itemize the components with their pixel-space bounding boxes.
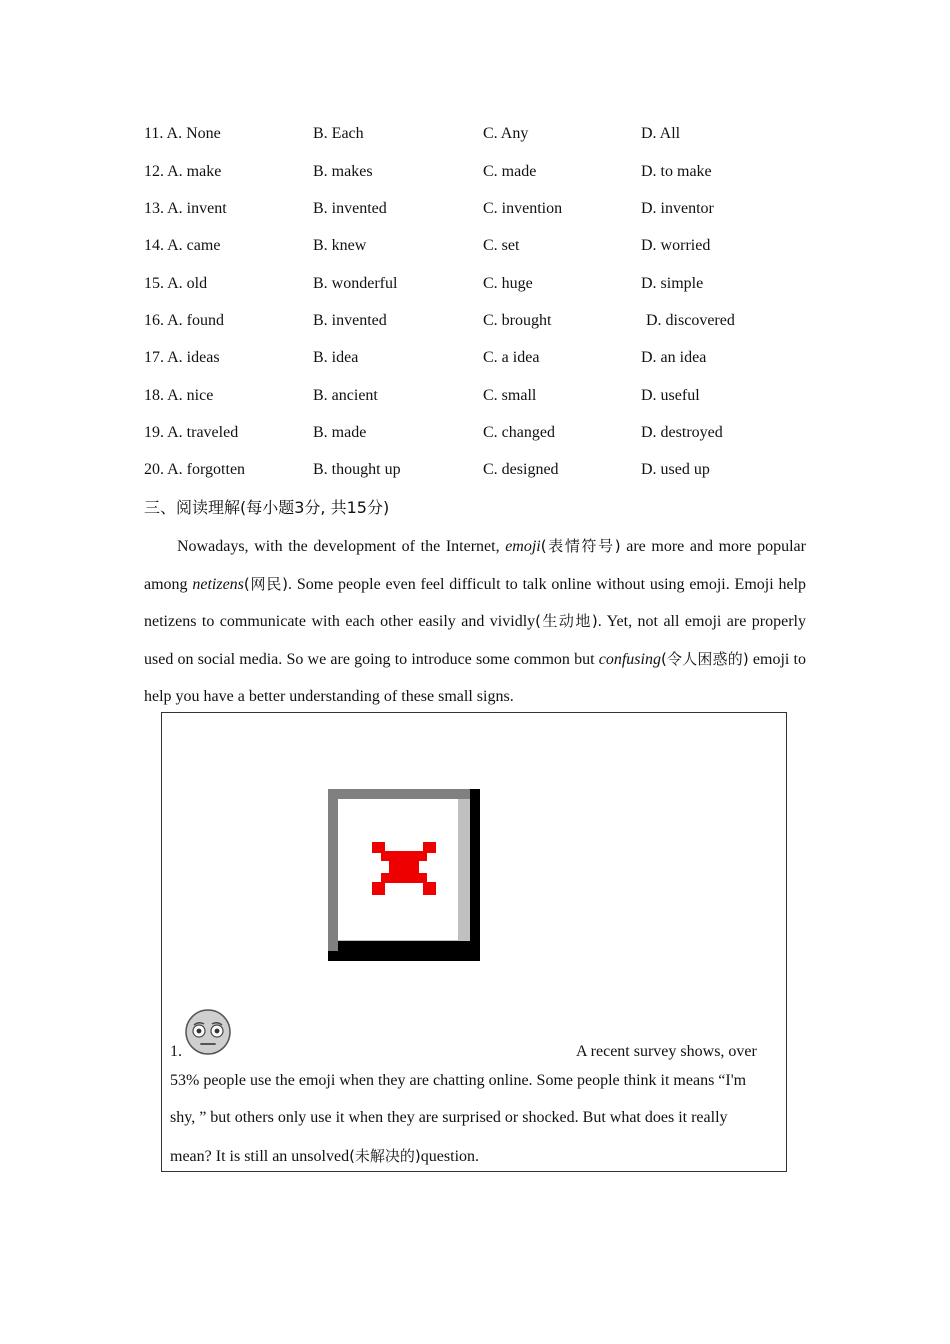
option-b: B. idea bbox=[313, 349, 359, 366]
option-d: D. destroyed bbox=[641, 424, 723, 441]
option-d: D. useful bbox=[641, 387, 700, 404]
option-b: B. Each bbox=[313, 125, 364, 142]
section-heading: 三、阅读理解(每小题3分, 共15分) bbox=[144, 498, 390, 517]
option-d: D. to make bbox=[641, 163, 712, 180]
option-c: C. Any bbox=[483, 125, 529, 142]
question-row bbox=[144, 384, 824, 408]
question-row bbox=[144, 421, 824, 445]
question-row bbox=[144, 458, 824, 482]
option-c: C. a idea bbox=[483, 349, 540, 366]
option-c: C. changed bbox=[483, 424, 555, 441]
option-c: C. invention bbox=[483, 200, 563, 217]
broken-image-icon bbox=[328, 789, 480, 961]
question-row bbox=[144, 122, 824, 146]
option-b: B. thought up bbox=[313, 461, 401, 478]
option-c: C. brought bbox=[483, 312, 552, 329]
question-row bbox=[144, 234, 824, 258]
option-d: D. discovered bbox=[646, 312, 735, 329]
option-c: C. small bbox=[483, 387, 537, 404]
question-row bbox=[144, 346, 824, 370]
option-a: 14. A. came bbox=[144, 237, 221, 254]
option-c: C. huge bbox=[483, 275, 533, 292]
option-b: B. wonderful bbox=[313, 275, 398, 292]
question-row bbox=[144, 309, 824, 333]
option-b: B. ancient bbox=[313, 387, 378, 404]
option-d: D. worried bbox=[641, 237, 711, 254]
box-text-line: mean? It is still an unsolved(未解决的)question. bbox=[170, 1147, 480, 1165]
option-d: D. All bbox=[641, 125, 681, 142]
option-a: 17. A. ideas bbox=[144, 349, 220, 366]
reading-passage: Nowadays, with the development of the Internet, emoji(表情符号) are more and more popular among netizens(网民). Some people even feel difficult to talk online without using emoji. Emoji help netizens to communicate with each other easily and vividly(生动地). Yet, not all emoji are properly used on social media. So we are going to introduce some common but confusing(令人困惑的) emoji to help you have a better understanding of these small signs. bbox=[144, 537, 807, 705]
option-b: B. makes bbox=[313, 163, 373, 180]
option-d: D. an idea bbox=[641, 349, 707, 366]
option-a: 15. A. old bbox=[144, 275, 208, 292]
option-d: D. simple bbox=[641, 275, 704, 292]
question-row bbox=[144, 272, 824, 296]
option-a: 13. A. invent bbox=[144, 200, 227, 217]
option-c: C. designed bbox=[483, 461, 559, 478]
question-row bbox=[144, 197, 824, 221]
option-b: B. invented bbox=[313, 200, 387, 217]
option-a: 18. A. nice bbox=[144, 387, 214, 404]
option-d: D. used up bbox=[641, 461, 710, 478]
option-b: B. invented bbox=[313, 312, 387, 329]
box-text-line: shy, ” but others only use it when they are surprised or shocked. But what does it really bbox=[170, 1109, 728, 1126]
box-text-line: A recent survey shows, over bbox=[576, 1043, 757, 1060]
option-a: 12. A. make bbox=[144, 163, 222, 180]
option-d: D. inventor bbox=[641, 200, 714, 217]
option-b: B. made bbox=[313, 424, 367, 441]
question-row bbox=[144, 160, 824, 184]
box-text-line: 53% people use the emoji when they are chatting online. Some people think it means “I'm bbox=[170, 1072, 747, 1089]
option-c: C. made bbox=[483, 163, 537, 180]
flushed-face-icon bbox=[185, 1009, 231, 1055]
option-a: 20. A. forgotten bbox=[144, 461, 246, 478]
option-b: B. knew bbox=[313, 237, 367, 254]
option-a: 19. A. traveled bbox=[144, 424, 239, 441]
option-a: 16. A. found bbox=[144, 312, 225, 329]
option-c: C. set bbox=[483, 237, 520, 254]
item-number: 1. bbox=[170, 1043, 182, 1060]
option-a: 11. A. None bbox=[144, 125, 221, 142]
